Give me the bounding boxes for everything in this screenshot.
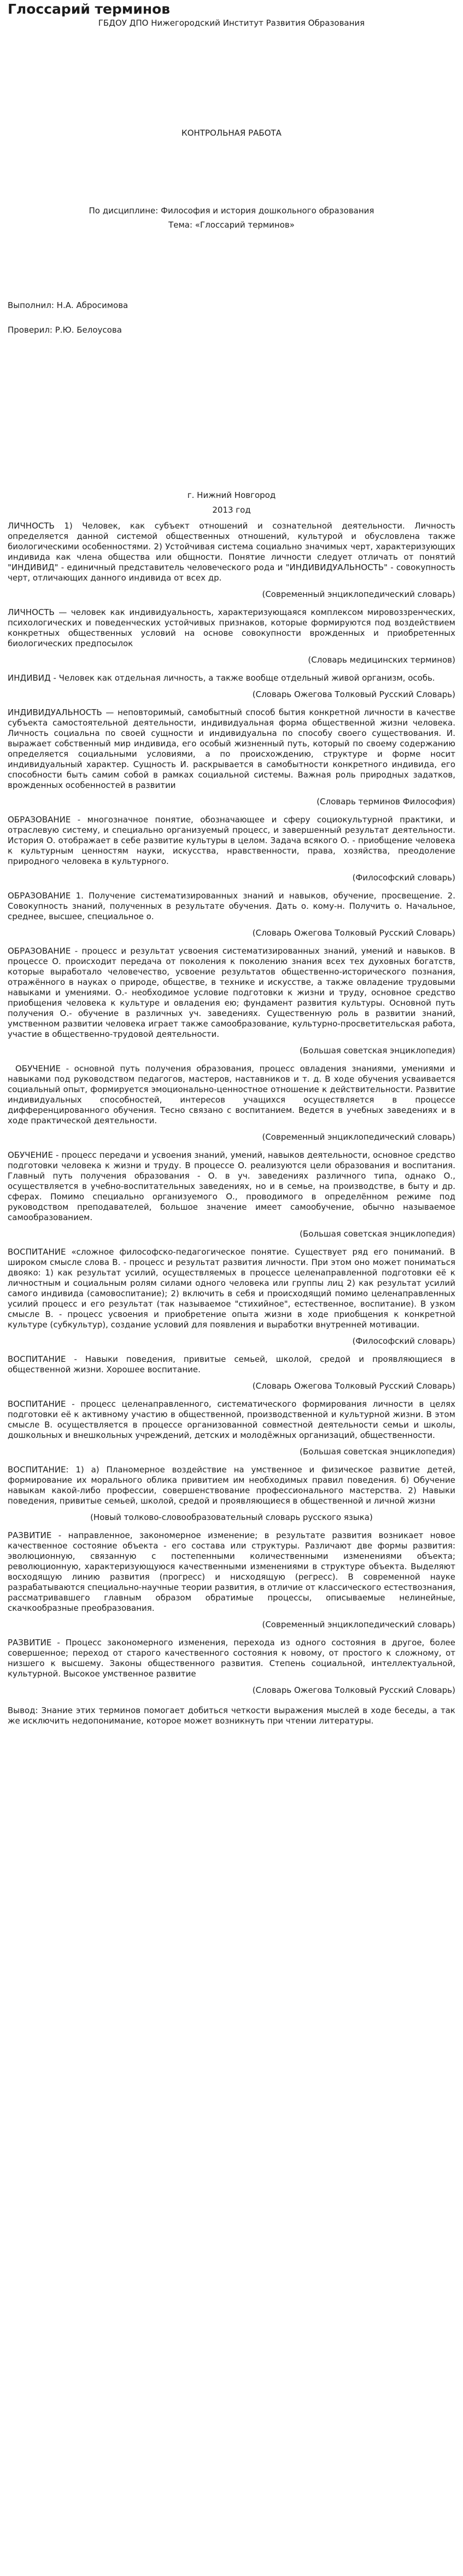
- glossary-entry: [8, 1150, 455, 1239]
- conclusion-text: Вывод: Знание этих терминов помогает добиться четкости выражения мыслей в ходе беседы, а так же исключить недопонимание, которое может возникнуть при чтении литературы.: [8, 1705, 455, 1726]
- term-definition: ОБУЧЕНИЕ - процесс передачи и усвоения знаний, умений, навыков деятельности, основное средство подготовки человека к жизни и труду. В процессе О. реализуются цели образования и воспитания. Главный путь получения образования - О. в уч. заведениях различного типа, однако О., осуществляется в учебно-воспитательных заведениях, но и в семье, на производстве, в быту и др. сферах. Помимо специально организуемого О., проводимого в определённом режиме под руководством преподавателей, большое значение имеет самообучение, обычно называемое самообразованием.: [8, 1150, 455, 1222]
- glossary-entry: [8, 1399, 455, 1457]
- glossary-entry: [8, 891, 455, 938]
- term-definition: ЛИЧНОСТЬ 1) Человек, как субъект отношений и сознательной деятельности. Личность определяется данной системой общественных отношений, культурой и обусловлена также биологическими особенностями. 2) Устойчивая система социально значимых черт, характеризующих индивида как члена общества или общности. Понятие личности следует отличать от понятий "ИНДИВИД" - единичный представитель человеческого рода и "ИНДИВИДУАЛЬНОСТЬ" - совокупность черт, отличающих данного индивида от всех др.: [8, 521, 455, 583]
- term-definition: ЛИЧНОСТЬ — человек как индивидуальность, характеризующаяся комплексом мировоззренческих, психологических и поведенческих устойчивых признаков, которые формируются под воздействием конкретных общественных условий на основе совокупности врожденных и приобретенных биологических предпосылок: [8, 607, 455, 648]
- source-citation: (Словарь Ожегова Толковый Русский Словарь): [252, 928, 455, 938]
- term-definition: ВОСПИТАНИЕ - Навыки поведения, привитые семьей, школой, средой и проявляющиеся в общественной жизни. Хорошее воспитание.: [8, 1354, 455, 1374]
- author-line: Выполнил: Н.А. Абросимова: [8, 300, 128, 310]
- document-title: Глоссарий терминов: [8, 1, 171, 17]
- term-definition: ВОСПИТАНИЕ «сложное философско-педагогическое понятие. Существует ряд его пониманий. В широком смысле слова В. - процесс и результат развития личности. При этом оно может пониматься двояко: 1) как результат усилий, осуществляемых в процессе целенаправленной подготовки её к личностным и социальным ролям силами одного человека или группы лиц 2) как результат усилий самого индивида (самовоспитание); 2) включить в себя и происходящий помимо целенаправленных усилий процесс и его результат (так называемое "стихийное", естественное, воспитание). В узком смысле В. - процесс усвоения и приобретение опыта жизни в ходе приобщения к конкретной культуре (субкультур), создание условий для появления и выработки внутренней мотивации.: [8, 1247, 455, 1330]
- source-citation: (Философский словарь): [352, 873, 455, 883]
- glossary-entry: [8, 707, 455, 807]
- term-definition: ИНДИВИДУАЛЬНОСТЬ — неповторимый, самобытный способ бытия конкретной личности в качестве субъекта самостоятельной деятельности, индивидуальная форма общественной жизни человека. Личность социальна по своей сущности и индивидуальна по способу своего существования. И. выражает собственный мир индивида, его особый жизненный путь, который по своему содержанию определяется социальными условиями, а по происхождению, структуре и форме носит индивидуальный характер. Сущность И. раскрывается в самобытности конкретного индивида, его способности быть самим собой в рамках социальной системы. Важная роль природных задатков, врожденных особенностей в развитии: [8, 707, 455, 790]
- checker-line: Проверил: Р.Ю. Белоусова: [8, 325, 122, 335]
- source-citation: (Словарь Ожегова Толковый Русский Словарь): [252, 1685, 455, 1695]
- term-definition: ОБУЧЕНИЕ - основной путь получения образования, процесс овладения знаниями, умениями и навыками под руководством педагогов, мастеров, наставников и т. д. В ходе обучения усваивается социальный опыт, формируется эмоционально-ценностное отношение к действительности. Развитие индивидуальных способностей, интересов учащихся осуществляется в процессе дифференцированного обучения. Тесно связано с воспитанием. Ведется в учебных заведениях и в ходе практической деятельности.: [8, 1064, 455, 1125]
- source-citation: (Словарь Ожегова Толковый Русский Словарь): [252, 1381, 455, 1391]
- term-definition: ОБРАЗОВАНИЕ - процесс и результат усвоения систематизированных знаний, умений и навыков. В процессе О. происходит передача от поколения к поколению знания всех тех духовных богатств, которые выработало человечество, усвоение результатов общественно-исторического познания, отражённого в науках о природе, обществе, в технике и искусстве, а также овладение трудовыми навыками и умениями. О.- необходимое условие подготовки к жизни и труду, основное средство приобщения человека к культуре и овладения ею; фундамент развития культуры. Основной путь получения О.- обучение в различных уч. заведениях. Существенную роль в развитии знаний, умственном развитии человека играет также самообразование, культурно-просветительская работа, участие в общественно-трудовой деятельности.: [8, 946, 455, 1039]
- term-definition: ВОСПИТАНИЕ: 1) а) Планомерное воздействие на умственное и физическое развитие детей, формирование их морального облика привитием им необходимых правил поведения. б) Обучение навыкам какой-либо профессии, совершенствование профессионального мастерства. 2) Навыки поведения, привитые семьей, школой, средой и проявляющиеся в общественной и личной жизни: [8, 1465, 455, 1506]
- source-citation: (Словарь терминов Философия): [317, 797, 455, 807]
- glossary-entry: [8, 946, 455, 1056]
- source-citation: (Словарь Ожегова Толковый Русский Словарь): [252, 689, 455, 699]
- source-citation: (Современный энциклопедический словарь): [262, 1620, 455, 1629]
- term-definition: ИНДИВИД - Человек как отдельная личность, а также вообще отдельный живой организм, особь.: [8, 673, 435, 683]
- term-definition: РАЗВИТИЕ - направленное, закономерное изменение; в результате развития возникает новое качественное состояние объекта - его состава или структуры. Различают две формы развития: эволюционную, связанную с постепенными количественными изменениями объекта; революционную, характеризующуюся качественными изменениями в структуре объекта. Выделяют восходящую линию развития (прогресс) и нисходящую (регресс). В современной науке разрабатываются специально-научные теории развития, в отличие от классического естествознания, рассматривавшего главным образом обратимые процессы, описываемые нелинейные, скачкообразные преобразования.: [8, 1530, 455, 1613]
- source-citation: (Философский словарь): [352, 1336, 455, 1346]
- source-citation: (Современный энциклопедический словарь): [262, 589, 455, 599]
- year-line: 2013 год: [212, 505, 251, 515]
- source-citation: (Новый толково-словообразовательный словарь русского языка): [90, 1512, 373, 1522]
- source-citation: (Большая советская энциклопедия): [300, 1229, 455, 1239]
- source-citation: (Современный энциклопедический словарь): [262, 1132, 455, 1142]
- term-definition: РАЗВИТИЕ - Процесс закономерного изменения, перехода из одного состояния в другое, более совершенное; переход от старого качественного состояния к новому, от простого к сложному, от низшего к высшему. Законы общественного развития. Степень социальной, интеллектуальной, культурной. Высокое умственное развитие: [8, 1638, 455, 1679]
- glossary-entry: [8, 1354, 455, 1391]
- glossary-list: [8, 521, 455, 1696]
- glossary-entry: [8, 815, 455, 883]
- source-citation: (Большая советская энциклопедия): [300, 1447, 455, 1457]
- glossary-entry: [8, 1465, 455, 1523]
- term-definition: ОБРАЗОВАНИЕ 1. Получение систематизированных знаний и навыков, обучение, просвещение. 2. Совокупность знаний, полученных в результате обучения. Дать о. кому-н. Получить о. Начальное, среднее, высшее, специальное о.: [8, 891, 455, 921]
- term-definition: ВОСПИТАНИЕ - процесс целенаправленного, систематического формирования личности в целях подготовки её к активному участию в общественной, производственной и культурной жизни. В этом смысле В. осуществляется в процессе организованной совместной деятельности семьи и школы, дошкольных и внешкольных учреждений, детских и молодёжных организаций, общественности.: [8, 1399, 455, 1440]
- glossary-entry: [8, 521, 455, 600]
- title-page: [8, 18, 455, 515]
- glossary-entry: [8, 673, 455, 700]
- glossary-entry: [8, 1638, 455, 1696]
- institution-name: ГБДОУ ДПО Нижегородский Институт Развития Образования: [98, 18, 365, 28]
- term-definition: ОБРАЗОВАНИЕ - многозначное понятие, обозначающее и сферу социокультурной практики, и отраслевую систему, и специально организуемый процесс, и завершенный результат деятельности. История О. отображает в себе развитие культуры в целом. Задача всякого О. - приобщение человека к культурным ценностям науки, искусства, нравственности, права, хозяйства, преодоление природного человека в культурного.: [8, 815, 455, 866]
- glossary-entry: [8, 607, 455, 665]
- work-type: КОНТРОЛЬНАЯ РАБОТА: [181, 128, 282, 138]
- city-line: г. Нижний Новгород: [187, 490, 276, 500]
- glossary-entry: [8, 1530, 455, 1630]
- source-citation: (Словарь медицинских терминов): [308, 655, 455, 665]
- glossary-entry: [8, 1064, 455, 1142]
- source-citation: (Большая советская энциклопедия): [300, 1046, 455, 1055]
- discipline-line: По дисциплине: Философия и история дошкольного образования: [89, 206, 374, 216]
- glossary-entry: [8, 1247, 455, 1347]
- topic-line: Тема: «Глоссарий терминов»: [168, 220, 295, 230]
